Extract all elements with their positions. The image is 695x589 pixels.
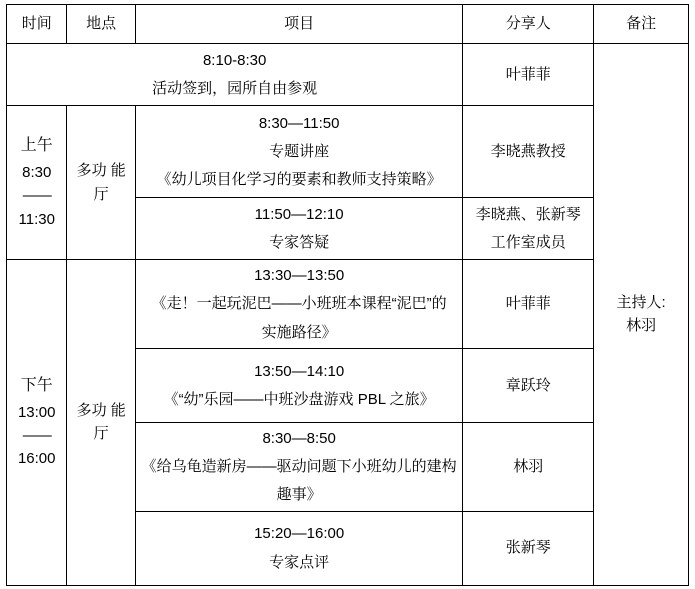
person-line: 李晓燕教授 bbox=[490, 142, 566, 160]
item-cell-session2 bbox=[135, 348, 462, 422]
item-cell-comments bbox=[135, 511, 462, 585]
place-line: 能厅 bbox=[93, 162, 126, 203]
person-line: 林羽 bbox=[513, 458, 544, 475]
item-cell-qa bbox=[135, 198, 462, 260]
header-place: 地点 bbox=[67, 5, 136, 44]
table-header-row bbox=[7, 5, 689, 44]
item-line: 13:30—13:50 bbox=[254, 267, 345, 284]
place-cell-morning bbox=[67, 106, 136, 260]
item-line: 《幼儿项目化学习的要素和教师支持策略》 bbox=[156, 171, 442, 189]
item-line: 活动签到，园所自由参观 bbox=[152, 80, 318, 97]
person-line: 工作室成员 bbox=[490, 233, 566, 251]
person-line: 叶菲菲 bbox=[505, 65, 551, 83]
item-cell-checkin bbox=[7, 44, 463, 106]
header-item: 项目 bbox=[135, 5, 462, 44]
place-line: 能厅 bbox=[93, 402, 126, 443]
place-cell-afternoon bbox=[67, 260, 136, 586]
time-dash: —— bbox=[22, 187, 51, 205]
item-cell-lecture bbox=[135, 106, 462, 198]
remark-line: 林羽 bbox=[626, 317, 657, 335]
person-cell-comments bbox=[463, 511, 594, 585]
item-line: 11:50—12:10 bbox=[254, 205, 344, 223]
time-start: 8:30 bbox=[22, 164, 52, 182]
table-row bbox=[7, 260, 689, 349]
item-line: 《给乌龟造新房——驱动问题下小班幼儿的建构 bbox=[141, 458, 457, 475]
item-line: 实施路径》 bbox=[261, 323, 337, 341]
table-row bbox=[7, 106, 689, 198]
time-cell-afternoon bbox=[7, 260, 67, 586]
item-line: 专家点评 bbox=[269, 553, 330, 571]
header-time: 时间 bbox=[7, 5, 67, 44]
item-line: 13:50—14:10 bbox=[254, 362, 345, 380]
person-line: 叶菲菲 bbox=[505, 295, 551, 313]
person-line: 李晓燕、张新琴 bbox=[475, 206, 581, 224]
time-end: 11:30 bbox=[18, 210, 55, 228]
time-end: 16:00 bbox=[17, 450, 56, 468]
person-cell-session1 bbox=[463, 260, 594, 349]
table-body bbox=[7, 44, 689, 586]
item-line: 《“幼”乐园——中班沙盘游戏 PBL 之旅》 bbox=[163, 390, 435, 408]
schedule-table bbox=[6, 4, 689, 586]
item-line: 专家答疑 bbox=[269, 234, 330, 251]
item-line: 15:20—16:00 bbox=[254, 525, 345, 543]
person-line: 张新琴 bbox=[505, 539, 551, 557]
person-line: 章跃玲 bbox=[505, 376, 551, 394]
person-cell-checkin bbox=[463, 44, 594, 106]
time-cell-morning bbox=[7, 106, 67, 260]
time-period: 上午 bbox=[20, 137, 53, 155]
header-remark: 备注 bbox=[594, 5, 689, 44]
item-line: 趣事》 bbox=[276, 486, 322, 504]
person-cell-session2 bbox=[463, 348, 594, 422]
time-dash: —— bbox=[22, 427, 51, 445]
person-cell-qa bbox=[463, 198, 594, 260]
item-line: 8:10-8:30 bbox=[202, 51, 267, 69]
item-line: 8:30—8:50 bbox=[262, 429, 336, 447]
item-line: 专题讲座 bbox=[269, 142, 330, 160]
item-cell-session1 bbox=[135, 260, 462, 349]
remark-line: 主持人: bbox=[616, 294, 666, 311]
place-line: 多功 bbox=[76, 162, 107, 180]
person-cell-session3 bbox=[463, 422, 594, 511]
item-cell-session3 bbox=[135, 422, 462, 511]
person-cell-lecture bbox=[463, 106, 594, 198]
time-period: 下午 bbox=[20, 376, 53, 394]
item-line: 《走！一起玩泥巴——小班班本课程“泥巴”的 bbox=[151, 295, 447, 313]
place-line: 多功 bbox=[76, 402, 107, 419]
table-row bbox=[7, 44, 689, 106]
item-line: 8:30—11:50 bbox=[258, 114, 340, 132]
time-start: 13:00 bbox=[17, 403, 56, 421]
remark-cell-host bbox=[594, 44, 689, 586]
table-header bbox=[7, 5, 689, 44]
header-person: 分享人 bbox=[463, 5, 594, 44]
